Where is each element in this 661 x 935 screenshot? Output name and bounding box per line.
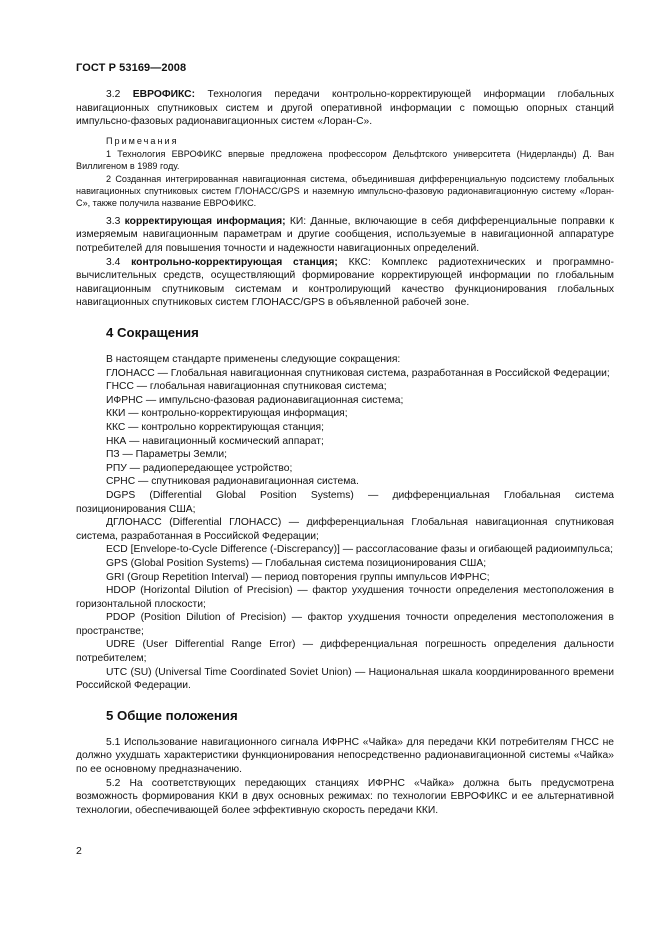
abbreviation-item: PDOP (Position Dilution of Precision) — фактор ухудшения точности определения местоположения в пространстве; bbox=[76, 612, 614, 637]
definition-3-2 bbox=[76, 88, 614, 129]
abbreviation-item: GRI (Group Repetition Interval) — период повторения группы импульсов ИФРНС; bbox=[106, 571, 490, 583]
notes-title: Примечания bbox=[106, 135, 179, 146]
clause-number: 3.4 bbox=[106, 256, 121, 268]
abbreviation-item: ДГЛОНАСС (Differential ГЛОНАСС) — дифференциальная Глобальная навигационная спутниковая система, разработанная в Российской Федерации; bbox=[76, 517, 614, 542]
abbreviation-item: ККИ — контрольно-корректирующая информация; bbox=[106, 408, 348, 420]
abbreviation-item: НКА — навигационный космический аппарат; bbox=[106, 435, 324, 447]
abbreviation-item: ГЛОНАСС — Глобальная навигационная спутниковая система, разработанная в Российской Федерации; bbox=[106, 367, 610, 379]
clause-number: 3.3 bbox=[106, 215, 121, 227]
abbreviation-item: ККС — контрольно корректирующая станция; bbox=[106, 421, 324, 433]
abbreviation-item: UDRE (User Differential Range Error) — дифференциальная погрешность определения дальности потребителем; bbox=[76, 639, 614, 665]
abbreviation-item: ГНСС — глобальная навигационная спутниковая система; bbox=[106, 381, 387, 393]
abbreviation-item: ИФРНС — импульсно-фазовая радионавигационная система; bbox=[106, 394, 404, 406]
definition-text: Технология передачи контрольно-корректирующей информации глобальных навигационных спутниковых систем и другой оперативной информации с помощью опорных станций импульсно-фазовых радионавигационных систем «Лоран-С». bbox=[76, 89, 614, 128]
definition-text: ККС: Комплекс радиотехнических и программно-вычислительных средств, осуществляющий формирование корректирующей информации по глобальным навигационным спутниковым системам и контролирующий качество функционирования глобальных навигационных спутниковых систем ГЛОНАСС/GPS в объявленной рабочей зоне. bbox=[76, 256, 614, 309]
document-header: ГОСТ Р 53169—2008 bbox=[76, 62, 187, 74]
abbreviation-item: РПУ — радиопередающее устройство; bbox=[106, 462, 293, 474]
section-4-heading: 4 Сокращения bbox=[106, 325, 199, 340]
abbreviation-item: HDOP (Horizontal Dilution of Precision) — фактор ухудшения точности определения местоположения в горизонтальной плоскости; bbox=[76, 585, 614, 610]
page-number: 2 bbox=[76, 845, 82, 857]
abbreviation-item: ECD [Envelope-to-Cycle Difference (-Discrepancy)] — рассогласование фазы и огибающей радиоимпульса; bbox=[106, 544, 613, 556]
definition-3-4 bbox=[76, 256, 614, 310]
abbreviation-item: DGPS (Differential Global Position Systems) — дифференциальная Глобальная система позиционирования США; bbox=[76, 489, 614, 515]
definition-3-3 bbox=[76, 215, 614, 256]
clause-5-1: 5.1 Использование навигационного сигнала ИФРНС «Чайка» для передачи ККИ потребителям ГНСС не должно ухудшать характеристики функционирования непосредственно радионавигационной системы «Чайка» по ее основному предназначению. bbox=[76, 736, 614, 776]
abbreviation-item: СРНС — спутниковая радионавигационная система. bbox=[106, 476, 359, 488]
clause-number: 3.2 bbox=[106, 89, 121, 100]
definition-text: КИ: Данные, включающие в себя дифференциальные поправки к измеряемым навигационным параметрам и другие сообщения, используемые в навигационной аппаратуре потребителей для повышения точности и надежности навигационных определений. bbox=[76, 215, 614, 255]
clause-5-2: 5.2 На соответствующих передающих станциях ИФРНС «Чайка» должна быть предусмотрена возможность формирования ККИ в двух основных режимах: по технологии ЕВРОФИКС и ее альтернативной технологии, обеспечивающей более эффективную скорость передачи ККИ. bbox=[76, 777, 614, 816]
abbreviation-item: GPS (Global Position Systems) — Глобальная система позиционирования США; bbox=[106, 557, 487, 569]
section-5-heading: 5 Общие положения bbox=[106, 707, 238, 723]
term: контрольно-корректирующая станция; bbox=[131, 256, 338, 268]
abbreviation-item: ПЗ — Параметры Земли; bbox=[106, 449, 228, 461]
term: корректирующая информация; bbox=[124, 215, 286, 227]
abbreviations-intro: В настоящем стандарте применены следующие сокращения: bbox=[106, 354, 401, 365]
document-body bbox=[76, 88, 614, 817]
note-2: 2 Созданная интегрированная навигационная система, объединившая дифференциальную подсистему глобальных навигационных спутниковых систем ГЛОНАСС/GPS и наземную импульсно-фазовую радионавигационную систему «Лоран-С», также получила название ЕВРОФИКС. bbox=[76, 173, 614, 208]
abbreviation-item: UTC (SU) (Universal Time Coordinated Soviet Union) — Национальная шкала координированного времени Российской Федерации. bbox=[76, 666, 614, 692]
term: ЕВРОФИКС: bbox=[132, 89, 196, 100]
note-1: 1 Технология ЕВРОФИКС впервые предложена профессором Дельфтского университета (Нидерланды) Д. Ван Виллигеном в 1989 году. bbox=[76, 149, 614, 172]
